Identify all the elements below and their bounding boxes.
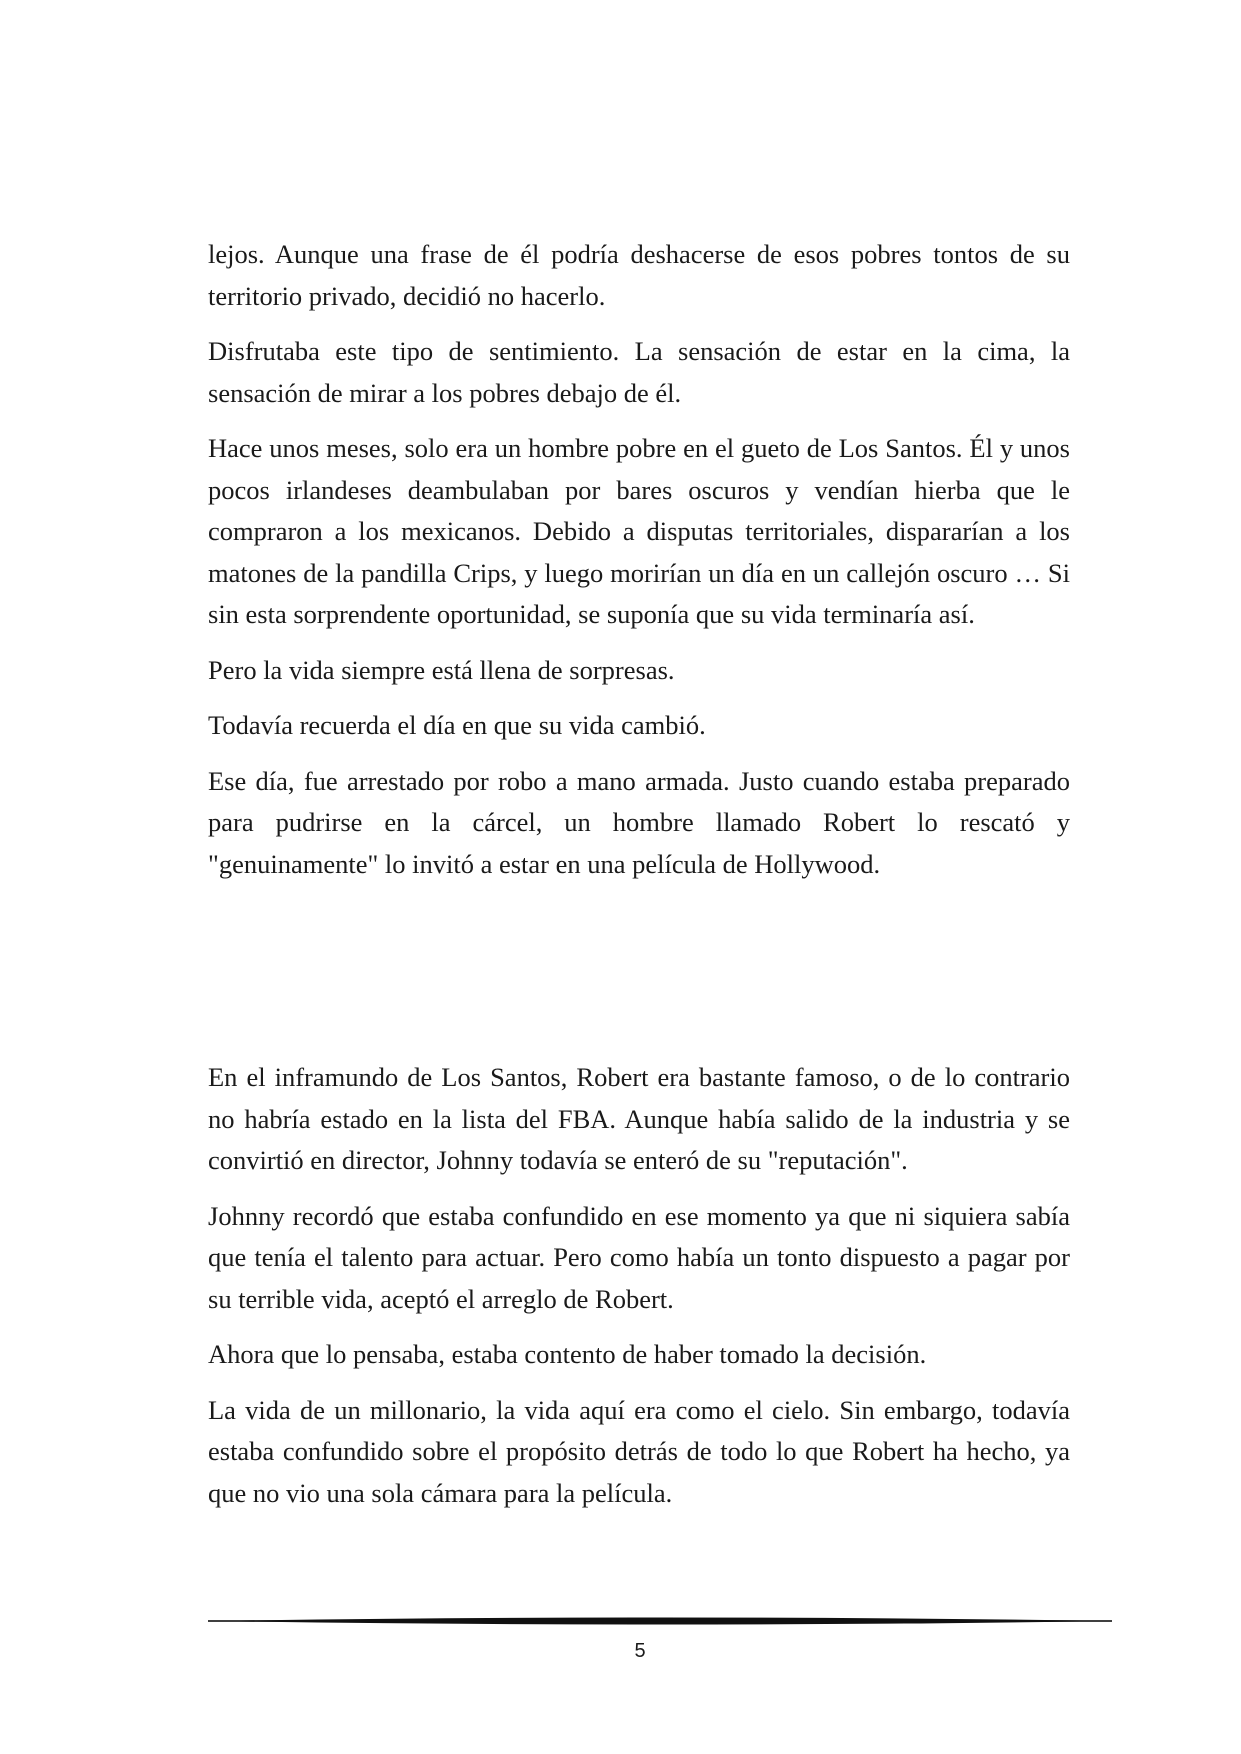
paragraph: En el inframundo de Los Santos, Robert era bastante famoso, o de lo contrario no habría estado en la lista del FBA. Aunque había salido de la industria y se convirtió en director, Johnny todavía se enteró de su "reputación". (208, 1062, 1070, 1175)
paragraph: Hace unos meses, solo era un hombre pobre en el gueto de Los Santos. Él y unos pocos irlandeses deambulaban por bares oscuros y vendían hierba que le compraron a los mexicanos. Debido a disputas territoriales, dispararían a los matones de la pandilla Crips, y luego morirían un día en un callejón oscuro … Si sin esta sorprendente oportunidad, se suponía que su vida terminaría así. (208, 433, 1070, 629)
paragraph: Todavía recuerda el día en que su vida cambió. (208, 710, 706, 740)
paragraph: Pero la vida siempre está llena de sorpresas. (208, 654, 675, 685)
paragraph: lejos. Aunque una frase de él podría deshacerse de esos pobres tontos de su territorio privado, decidió no hacerlo. (208, 239, 1070, 311)
paragraph: Disfrutaba este tipo de sentimiento. La sensación de estar en la cima, la sensación de mirar a los pobres debajo de él. (208, 336, 1070, 408)
text-section-2 (208, 1057, 1070, 1528)
text-section-1 (208, 234, 1070, 899)
paragraph: La vida de un millonario, la vida aquí era como el cielo. Sin embargo, todavía estaba confundido sobre el propósito detrás de todo lo que Robert ha hecho, ya que no vio una sola cámara para la película. (208, 1394, 1070, 1508)
paragraph: Ese día, fue arrestado por robo a mano armada. Justo cuando estaba preparado para pudrirse en la cárcel, un hombre llamado Robert lo rescató y "genuinamente" lo invitó a estar en una película de Hollywood. (208, 765, 1070, 879)
paragraph: Ahora que lo pensaba, estaba contento de haber tomado la decisión. (208, 1339, 927, 1369)
page-number: 5 (634, 1640, 646, 1662)
paragraph: Johnny recordó que estaba confundido en ese momento ya que ni siquiera sabía que tenía el talento para actuar. Pero como había un tonto dispuesto a pagar por su terrible vida, aceptó el arreglo de Robert. (208, 1200, 1070, 1314)
footer-divider (208, 1615, 1112, 1627)
